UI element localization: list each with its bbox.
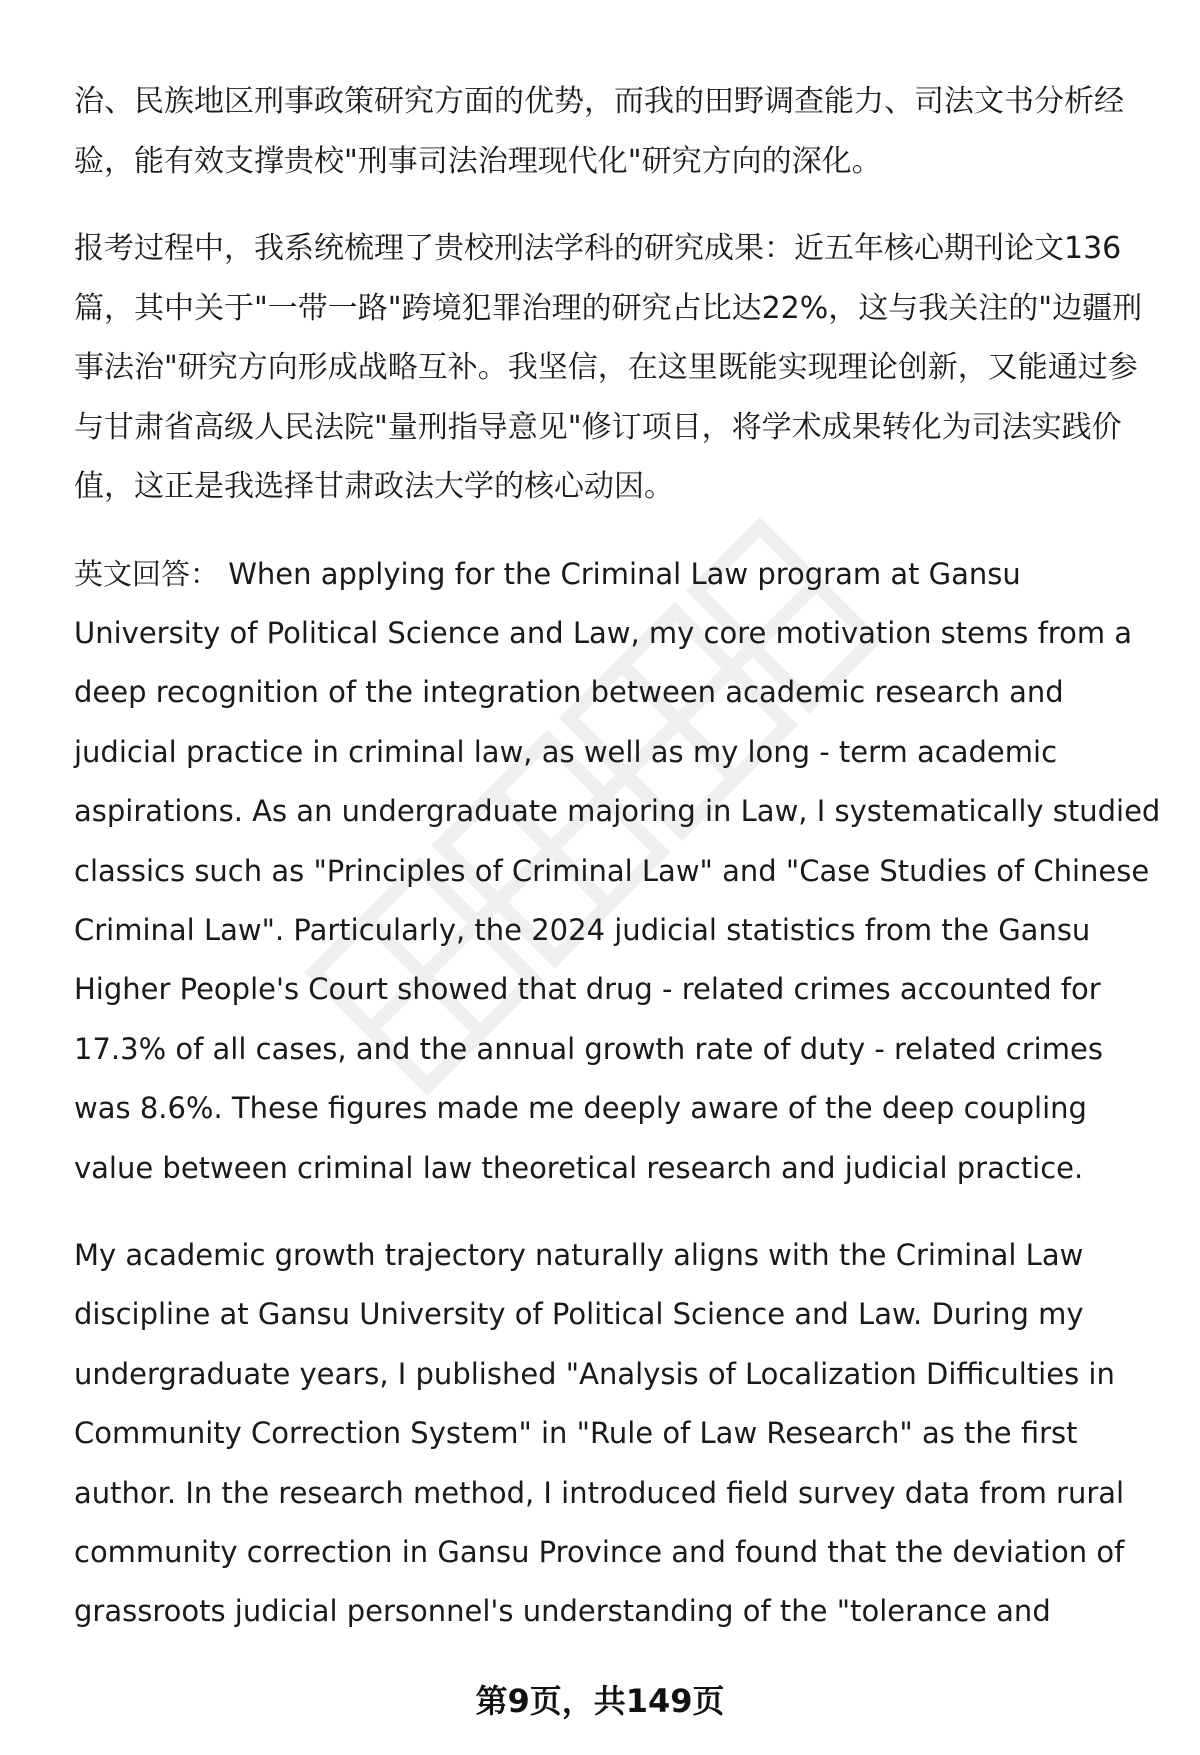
paragraph-zh-2: 报考过程中，我系统梳理了贵校刑法学科的研究成果：近五年核心期刊论文136篇，其中关于"一带一路"跨境犯罪治理的研究占比达22%，这与我关注的"边疆刑事法治"研究方向形成战略互补。我坚信，在这里既能实现理论创新，又能通过参与甘肃省高级人民法院"量刑指导意见"修订项目，将学术成果转化为司法实践价值，这正是我选择甘肃政法大学的核心动因。 — [74, 231, 1143, 504]
body-text — [74, 72, 1164, 1642]
paragraph-en-1: 英文回答： When applying for the Criminal Law program at Gansu University of Political Science and Law, my core motivation stems from a deep recognition of the integration between academic research and judicial practice in criminal law, as well as my long - term academic aspirations. As an undergraduate majoring in Law, I systematically studied classics such as "Principles of Criminal Law" and "Case Studies of Chinese Criminal Law". Particularly, the 2024 judicial statistics from the Gansu Higher People's Court showed that drug - related crimes accounted for 17.3% of all cases, and the annual growth rate of duty - related crimes was 8.6%. These figures made me deeply aware of the deep coupling value between criminal law theoretical research and judicial practice. — [74, 556, 1161, 1185]
page-number: 第9页，共149页 — [475, 1682, 725, 1720]
paragraph-en-2: My academic growth trajectory naturally aligns with the Criminal Law discipline at Gansu University of Political Science and Law. During my undergraduate years, I published "Analysis of Localization Difficulties in Community Correction System" in "Rule of Law Research" as the first author. In the research method, I introduced field survey data from rural community correction in Gansu Province and found that the deviation of grassroots judicial personnel's understanding of the "tolerance and — [74, 1237, 1125, 1629]
paragraph-zh-1: 治、民族地区刑事政策研究方面的优势，而我的田野调查能力、司法文书分析经验，能有效支撑贵校"刑事司法治理现代化"研究方向的深化。 — [74, 84, 1124, 179]
